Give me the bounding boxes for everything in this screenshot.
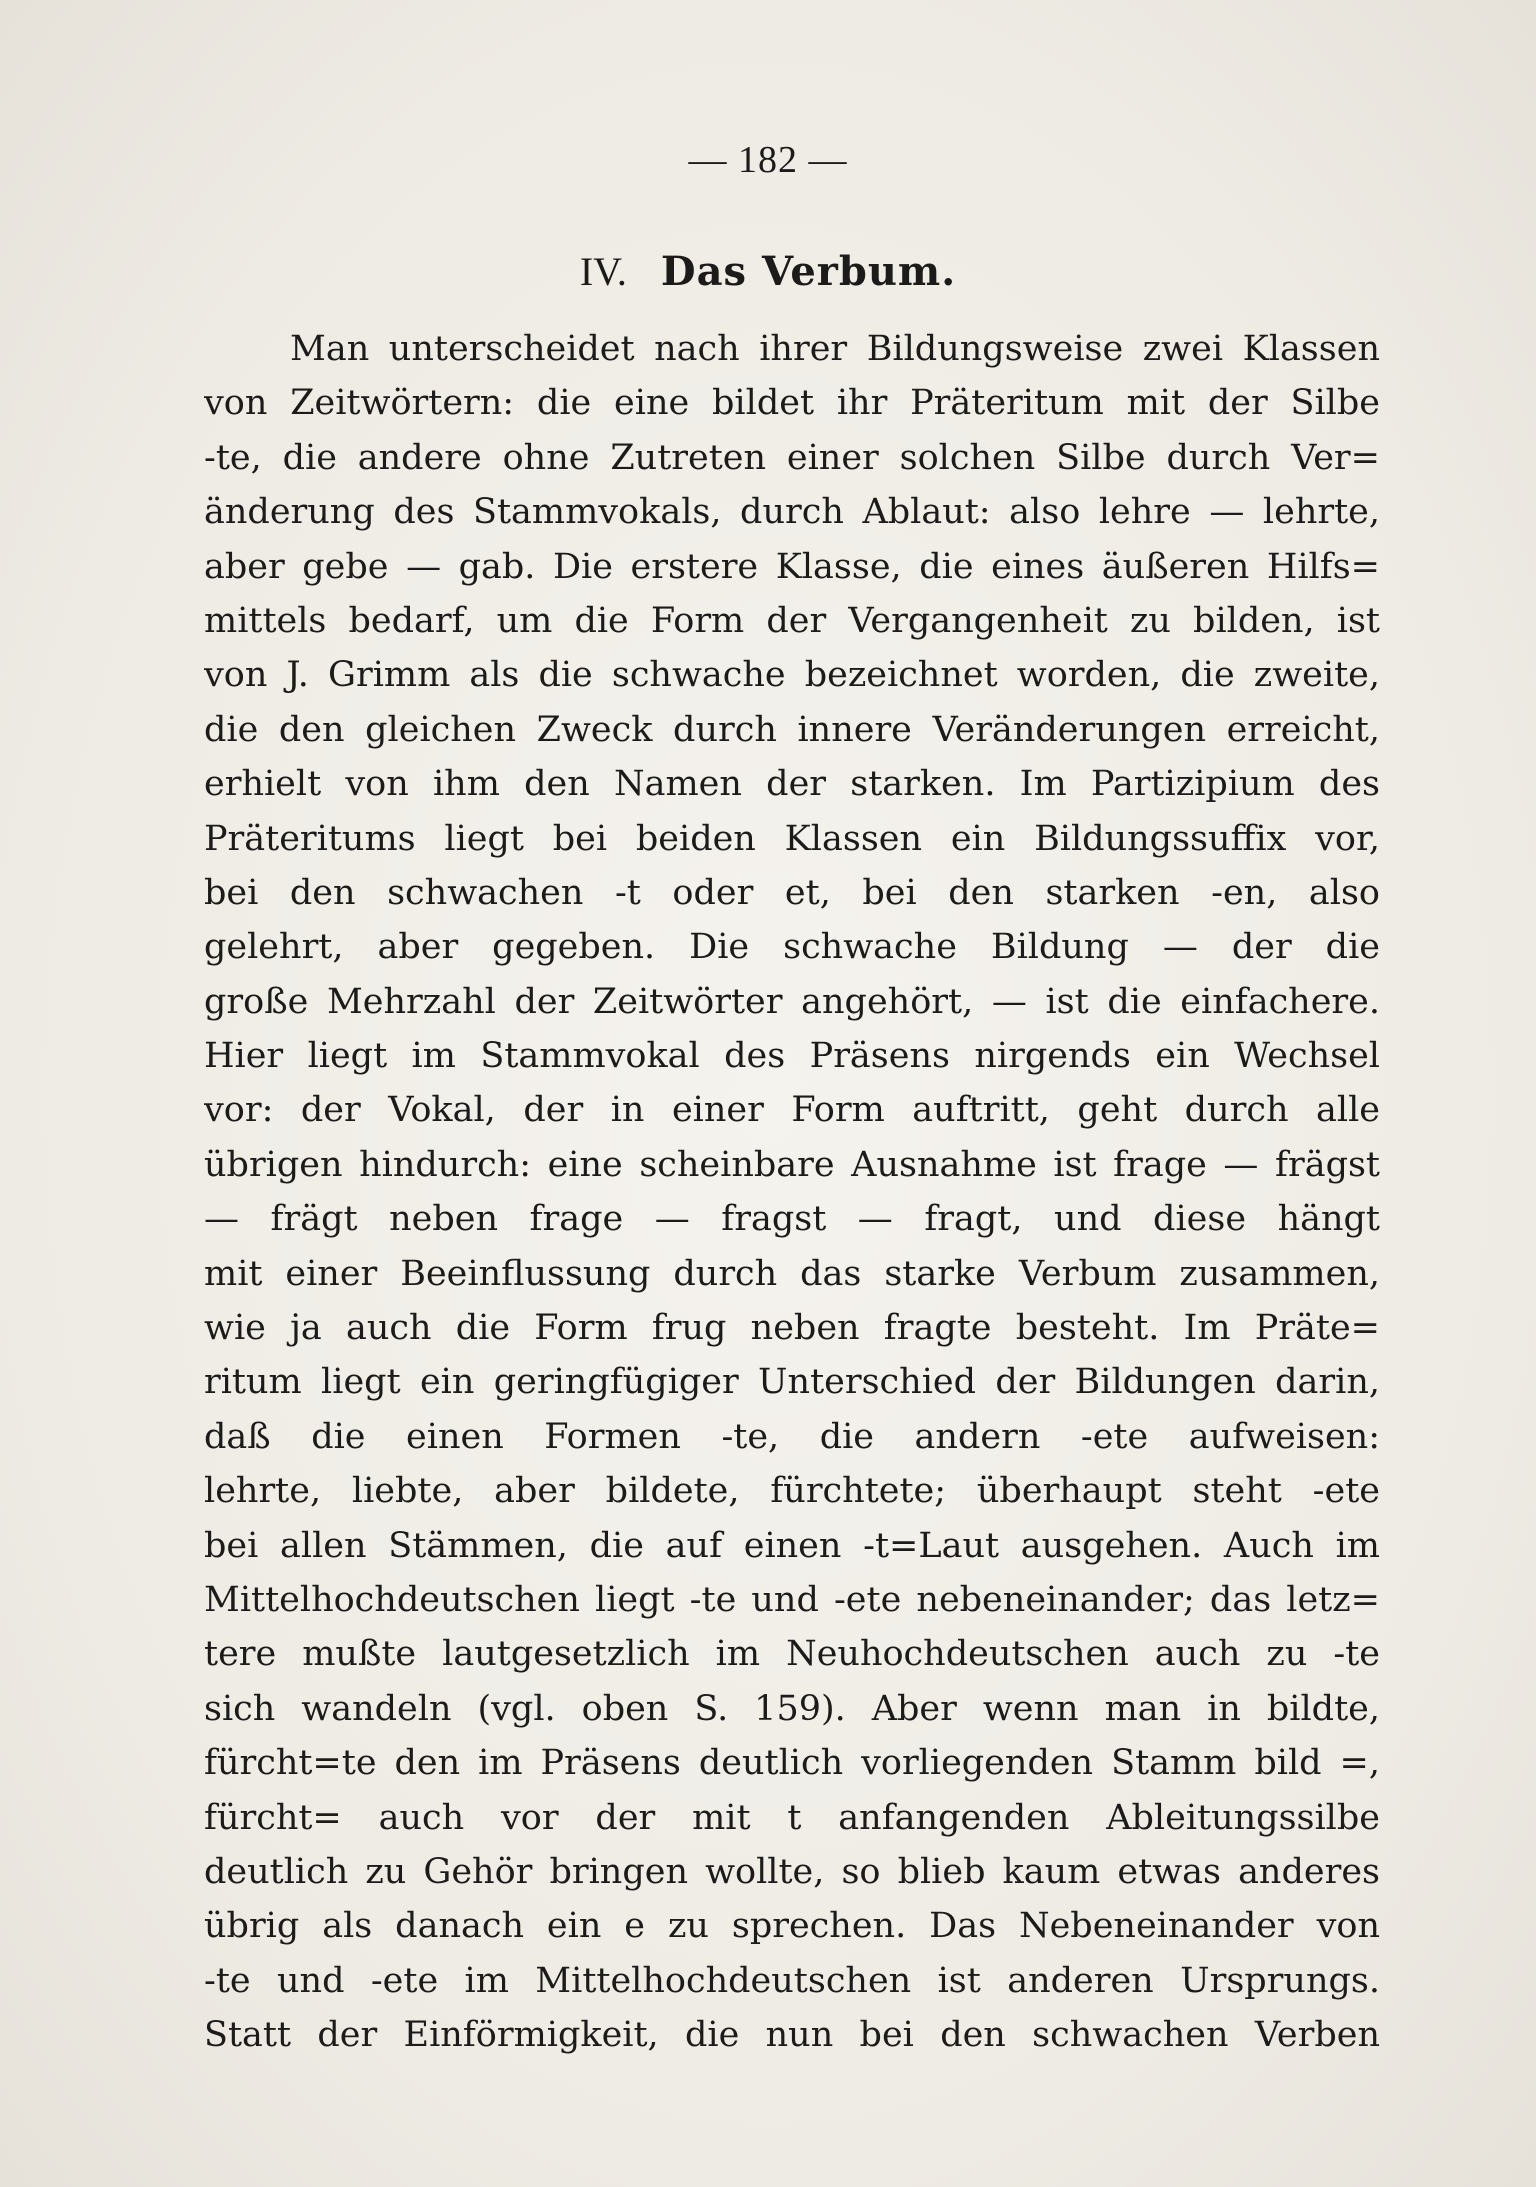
text-line: änderung des Stammvokals, durch Ablaut: also lehre — lehrte,: [204, 492, 1380, 533]
text-line: fürcht= auch vor der mit t anfangenden Ableitungssilbe: [204, 1797, 1380, 1838]
text-line: sich wandeln (vgl. oben S. 159). Aber wenn man in bildte,: [204, 1688, 1380, 1729]
text-line: erhielt von ihm den Namen der starken. Im Partizipium des: [204, 764, 1380, 805]
text-line: übrigen hindurch: eine scheinbare Ausnahme ist frage — frägst: [204, 1144, 1380, 1185]
text-line: mittels bedarf, um die Form der Vergangenheit zu bilden, ist: [204, 600, 1380, 641]
text-line: Präteritums liegt bei beiden Klassen ein Bildungssuffix vor,: [204, 818, 1380, 859]
text-line: vor: der Vokal, der in einer Form auftritt, geht durch alle: [204, 1090, 1380, 1131]
section-number: IV.: [579, 249, 627, 294]
section-title: Das Verbum.: [660, 248, 957, 295]
text-line: aber gebe — gab. Die erstere Klasse, die eines äußeren Hilfs=: [204, 546, 1380, 587]
text-line: deutlich zu Gehör bringen wollte, so blieb kaum etwas anderes: [204, 1851, 1380, 1892]
text-line: bei allen Stämmen, die auf einen -t=Laut ausgehen. Auch im: [204, 1525, 1380, 1566]
text-line: Hier liegt im Stammvokal des Präsens nirgends ein Wechsel: [204, 1036, 1380, 1077]
text-line: tere mußte lautgesetzlich im Neuhochdeutschen auch zu -te: [204, 1634, 1380, 1675]
text-line: Statt der Einförmigkeit, die nun bei den schwachen Verben: [204, 2015, 1380, 2056]
text-line: übrig als danach ein e zu sprechen. Das Nebeneinander von: [204, 1906, 1380, 1947]
text-line: mit einer Beeinflussung durch das starke Verbum zusammen,: [204, 1253, 1380, 1294]
text-line: von Zeitwörtern: die eine bildet ihr Präteritum mit der Silbe: [204, 383, 1380, 424]
text-line: ritum liegt ein geringfügiger Unterschied der Bildungen darin,: [204, 1362, 1380, 1403]
text-line: fürcht=te den im Präsens deutlich vorliegenden Stamm bild =,: [204, 1743, 1380, 1784]
text-line: -te, die andere ohne Zutreten einer solchen Silbe durch Ver=: [204, 437, 1380, 478]
text-line: von J. Grimm als die schwache bezeichnet worden, die zweite,: [204, 655, 1380, 696]
text-line: bei den schwachen -t oder et, bei den starken -en, also: [204, 872, 1380, 913]
text-line: Man unterscheidet nach ihrer Bildungsweise zwei Klassen: [290, 329, 1380, 369]
text-line: daß die einen Formen -te, die andern -ete aufweisen:: [204, 1416, 1380, 1457]
body-paragraph: [204, 322, 1380, 2063]
text-line: -te und -ete im Mittelhochdeutschen ist anderen Ursprungs.: [204, 1960, 1380, 2001]
page-number: — 182 —: [688, 139, 848, 181]
text-line: Mittelhochdeutschen liegt -te und -ete nebeneinander; das letz=: [204, 1579, 1380, 1620]
section-heading: [0, 248, 1536, 295]
text-line: — frägt neben frage — fragst — fragt, und diese hängt: [204, 1199, 1380, 1240]
text-line: wie ja auch die Form frug neben fragte besteht. Im Präte=: [204, 1308, 1380, 1349]
text-line: große Mehrzahl der Zeitwörter angehört, — ist die einfachere.: [204, 981, 1380, 1022]
text-line: die den gleichen Zweck durch innere Veränderungen erreicht,: [204, 709, 1380, 750]
text-line: gelehrt, aber gegeben. Die schwache Bildung — der die: [204, 927, 1380, 968]
text-line: lehrte, liebte, aber bildete, fürchtete; überhaupt steht -ete: [204, 1471, 1380, 1512]
